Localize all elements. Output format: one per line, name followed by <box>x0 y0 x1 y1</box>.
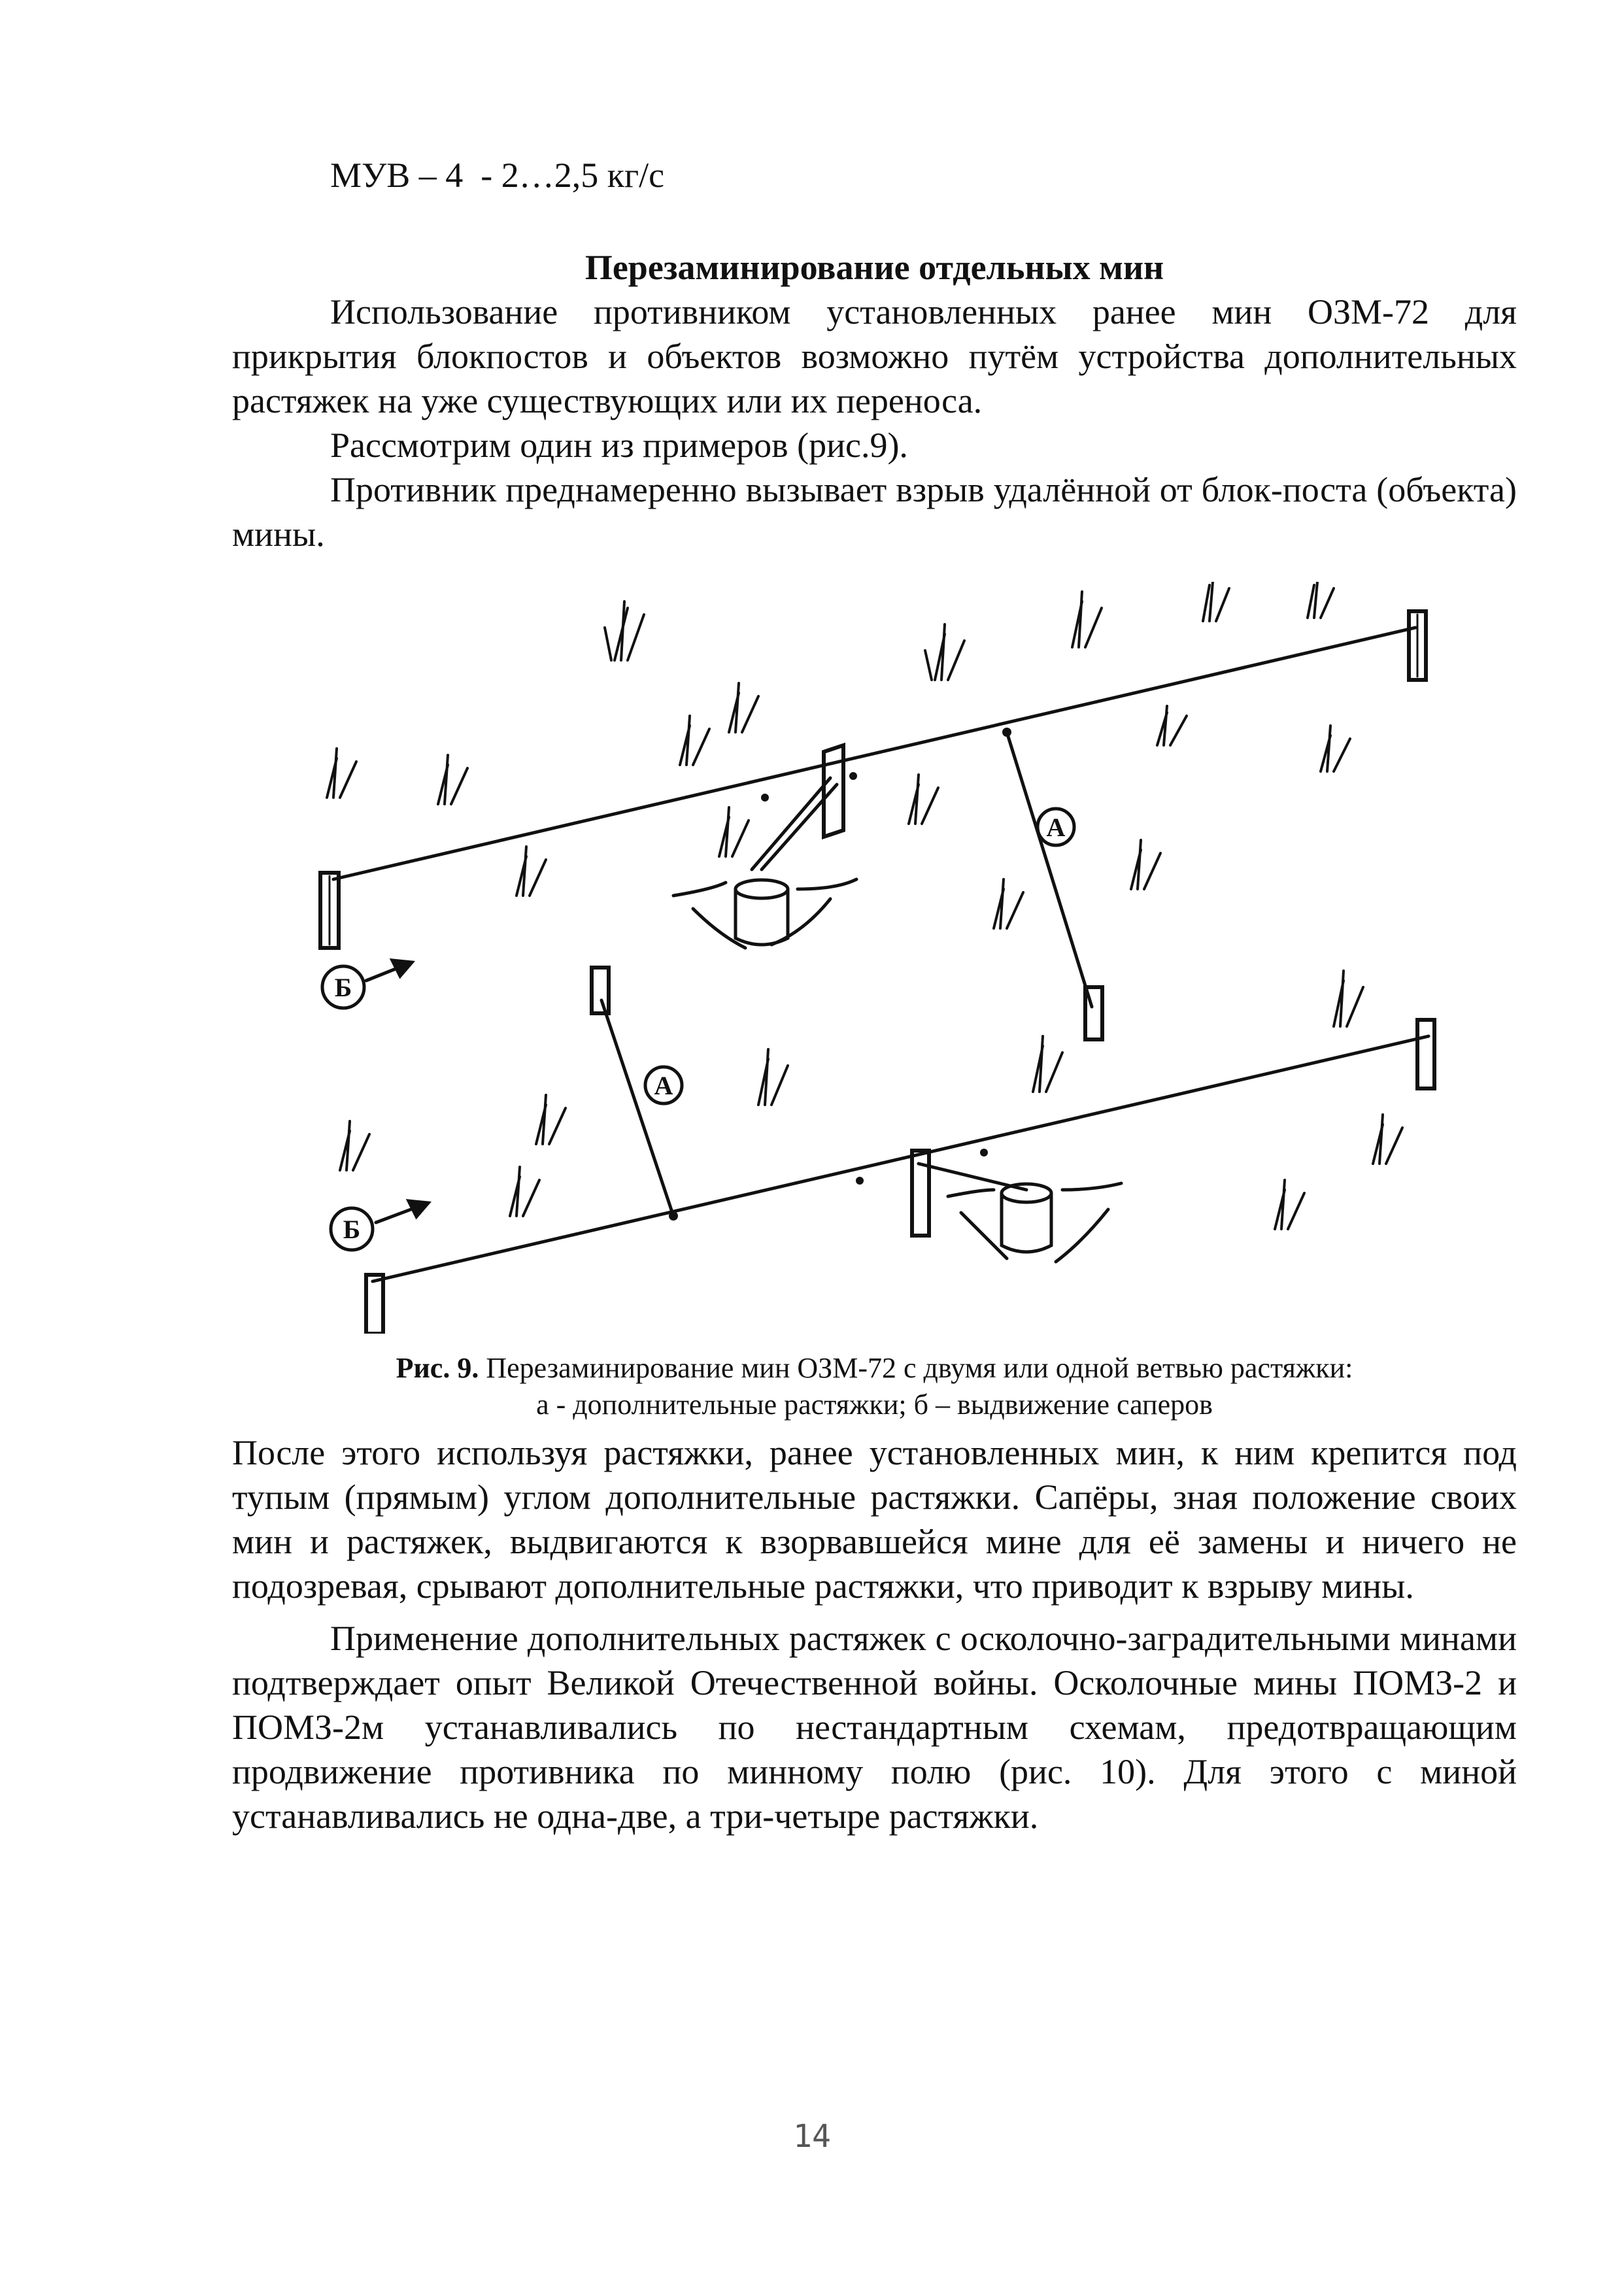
stake-icon <box>320 873 339 948</box>
caption-line-1 <box>232 1350 1517 1387</box>
additional-wire-bottom <box>601 1000 673 1216</box>
top-text <box>232 290 1517 556</box>
mine-icon <box>919 1164 1121 1262</box>
caption-label: Рис. 9. <box>396 1352 479 1384</box>
page-number: 14 <box>793 2118 831 2155</box>
paragraph: Применение дополнительных растяжек с осколочно-заградительными минами подтверждает опыт Великой Отечественной войны. Осколочные мины ПОМЗ-2 и ПОМЗ-2м устанавливались по нестандартным схемам, предотвращающим продвижение противника по минному полю (рис. 10). Для этого с миной устанавливались не одна-две, а три-четыре растяжки. <box>232 1619 1517 1836</box>
stake-icon <box>1417 1020 1434 1088</box>
formula-line: МУВ – 4 - 2…2,5 кг/с <box>330 156 665 195</box>
caption-line-2: а - дополнительные растяжки; б – выдвижение саперов <box>536 1389 1213 1421</box>
additional-wire-top <box>1007 732 1092 1007</box>
stake-icon <box>366 1275 383 1334</box>
grass-icon <box>327 582 1402 1229</box>
paragraph: Использование противником установленных ранее мин ОЗМ-72 для прикрытия блокпостов и объектов возможно путём устройства дополнительных растяжек на уже существующих или их переноса. <box>232 292 1517 420</box>
stake-icon <box>592 968 609 1013</box>
paragraph: Противник преднамеренно вызывает взрыв удалённой от блок-поста (объекта) мины. <box>232 470 1517 554</box>
top-tripwire <box>333 628 1415 879</box>
label-a-top: А <box>1046 813 1066 842</box>
mine-diagram <box>275 582 1504 1334</box>
paragraph: Рассмотрим один из примеров (рис.9). <box>330 426 908 465</box>
paragraph: После этого используя растяжки, ранее установленных мин, к ним крепится под тупым (прямым) углом дополнительные растяжки. Сапёры, зная положение своих мин и растяжек, выдвигаются к взорвавшейся мине для её замены и ничего не подозревая, срывают дополнительные растяжки, что приводит к взрыву мины. <box>232 1433 1517 1606</box>
stake-icon <box>1409 611 1426 680</box>
figure-caption <box>232 1350 1517 1423</box>
mine-icon <box>673 778 856 948</box>
figure-9 <box>275 582 1504 1334</box>
bottom-tripwire <box>373 1036 1429 1281</box>
bottom-text <box>232 1430 1517 1838</box>
caption-title: Перезаминирование мин ОЗМ-72 с двумя или одной ветвью растяжки: <box>486 1352 1353 1384</box>
label-b-bottom: Б <box>343 1215 361 1244</box>
arrow-icon <box>366 960 428 1223</box>
label-a-bottom: А <box>654 1071 673 1100</box>
section-heading: Перезаминирование отдельных мин <box>584 248 1164 287</box>
stake-icon <box>824 745 843 837</box>
label-b-top: Б <box>334 973 352 1002</box>
